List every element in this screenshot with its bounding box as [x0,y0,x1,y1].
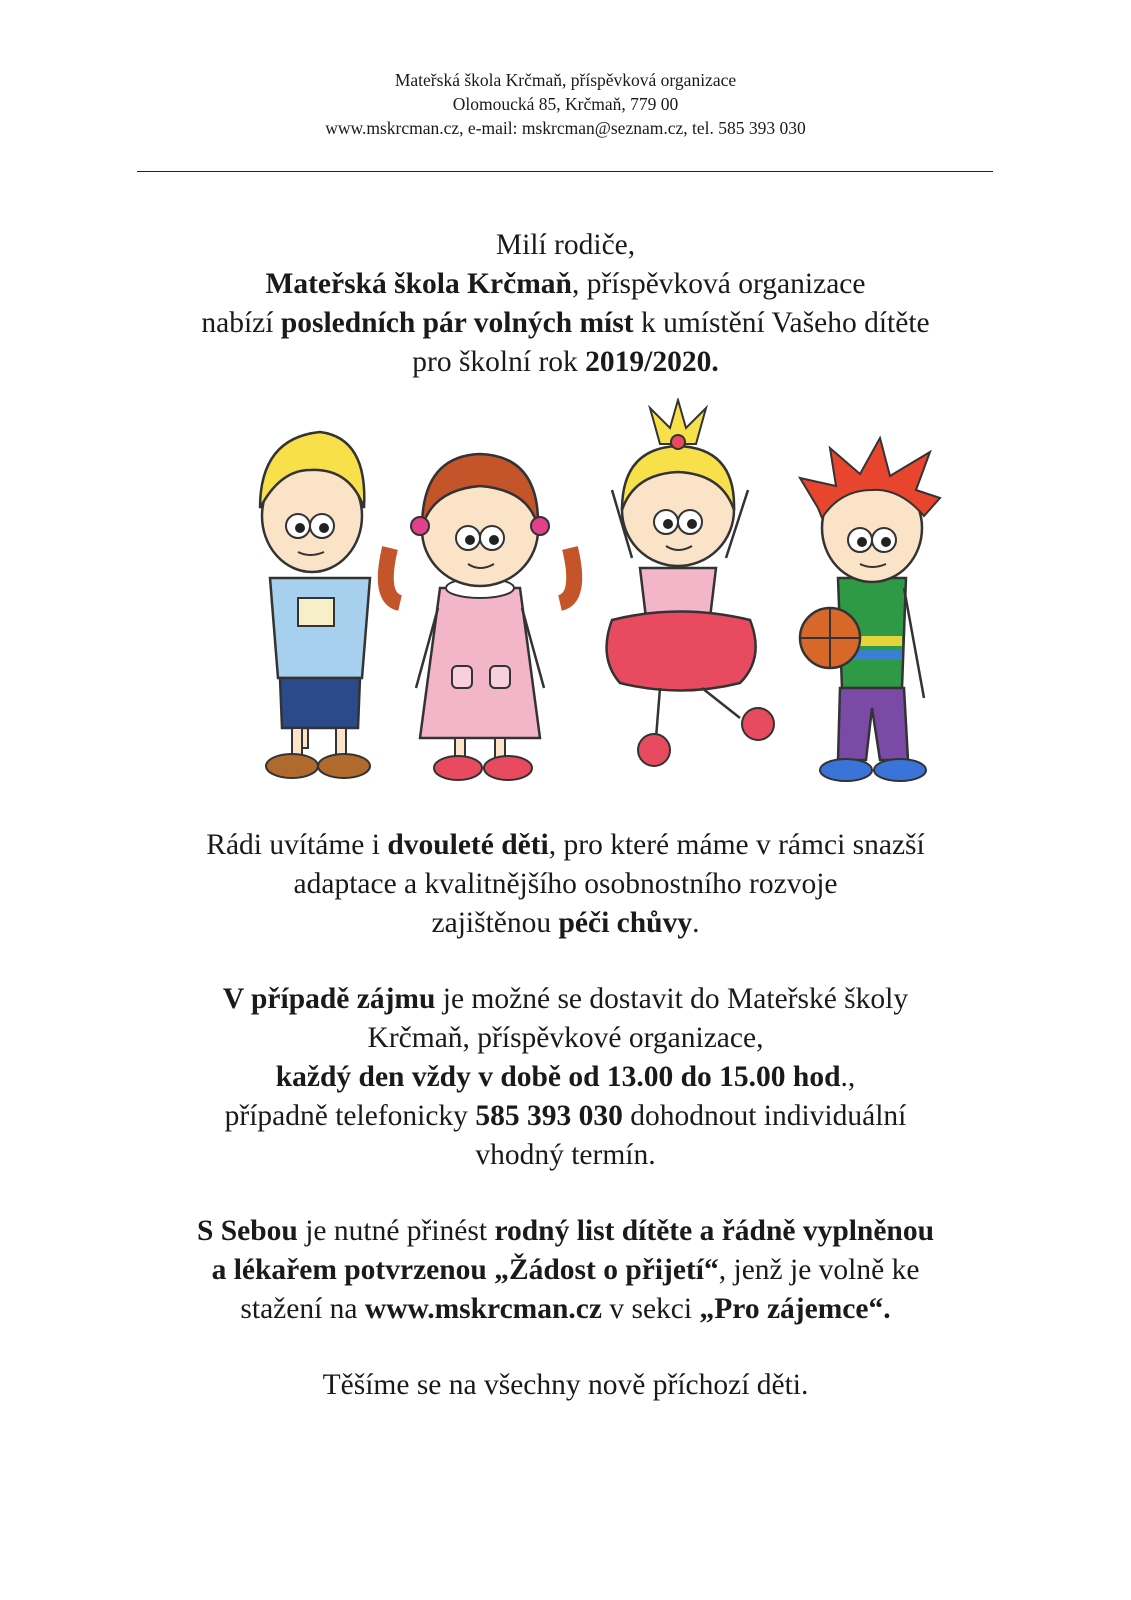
greeting: Milí rodiče, [495,229,636,261]
interest-line-5: vhodný termín. [475,1139,656,1171]
documents-line-2: a lékařem potvrzenou „Žádost o přijetí“, jenž je volně ke [211,1254,920,1286]
documents-paragraph [0,1212,1131,1329]
closing-paragraph [0,1366,1131,1405]
toddlers-line-3: zajištěnou péči chůvy. [431,907,700,939]
interest-line-4: případně telefonicky 585 393 030 dohodnout individuální [224,1100,907,1132]
intro-paragraph [0,226,1131,382]
toddlers-paragraph [0,826,1131,943]
letterhead-school-name: Mateřská škola Krčmaň, příspěvková organizace [394,70,737,90]
intro-line-3: nabízí posledních pár volných míst k umístění Vašeho dítěte [201,307,930,339]
child-blond-boy [260,432,370,778]
website-link: www.mskrcman.cz [364,1293,602,1325]
letterhead-contacts: www.mskrcman.cz, e-mail: mskrcman@seznam.cz, tel. 585 393 030 [325,118,806,138]
toddlers-line-2: adaptace a kvalitnějšího osobnostního rozvoje [293,868,838,900]
interest-paragraph [0,980,1131,1175]
interest-line-1: V případě zájmu je možné se dostavit do Mateřské školy [222,983,909,1015]
child-red-haired-girl [386,454,574,780]
header-divider [137,171,993,172]
child-dancing-girl [607,400,774,766]
closing-line: Těšíme se na všechny nově příchozí děti. [322,1369,809,1401]
documents-line-1: S Sebou je nutné přinést rodný list dítěte a řádně vyplněnou [196,1215,935,1247]
interest-line-2: Krčmaň, příspěvkové organizace, [367,1022,764,1054]
interest-line-3: každý den vždy v době od 13.00 do 15.00 hod., [275,1061,856,1093]
letterhead [0,68,1131,140]
documents-line-3: stažení na www.mskrcman.cz v sekci „Pro zájemce“. [240,1293,891,1325]
letterhead-address: Olomoucká 85, Krčmaň, 779 00 [452,94,679,114]
intro-line-2: Mateřská škola Krčmaň, příspěvková organizace [265,268,866,300]
toddlers-line-1: Rádi uvítáme i dvouleté děti, pro které máme v rámci snazší [206,829,925,861]
children-illustration [240,398,970,810]
child-boy-with-ball [800,438,940,781]
intro-line-4: pro školní rok 2019/2020. [412,346,719,378]
